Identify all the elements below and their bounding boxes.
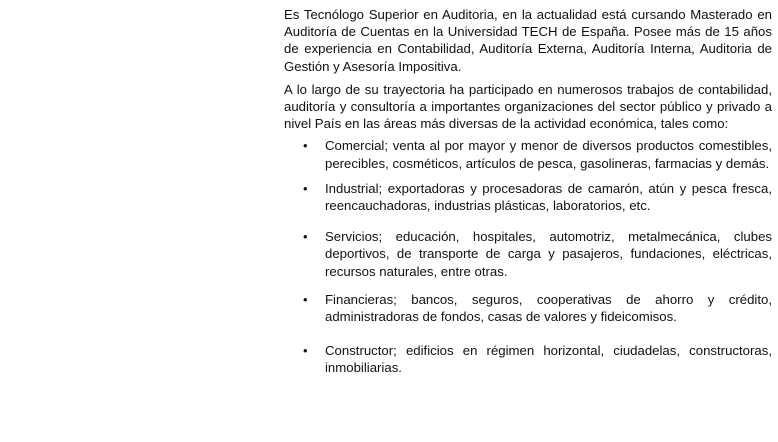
list-item-constructor [284,342,772,376]
bullet-icon: • [303,343,308,359]
paragraph-profile: Es Tecnólogo Superior en Auditoria, en la actualidad está cursando Masterado en Auditoría de Cuentas en la Universidad TECH de España. Posee más de 15 años de experiencia en Contabilidad, Auditoría Externa, Auditoría Interna, Auditoria de Gestión y Asesoría Impositiva. [284,7,772,74]
bullet-icon: • [303,291,308,307]
bullet-icon: • [303,138,308,154]
list-item-servicios [284,228,772,280]
list-item-financieras [284,291,772,325]
bullet-icon: • [303,229,308,245]
sector-list [284,137,772,376]
list-item-text: Servicios; educación, hospitales, automotriz, metalmecánica, clubes deportivos, de transporte de carga y pasajeros, fundaciones, eléctricas, recursos naturales, entre otras. [325,229,772,279]
list-item-text: Financieras; bancos, seguros, cooperativas de ahorro y crédito, administradoras de fondos, casas de valores y fideicomisos. [325,291,772,325]
bullet-icon: • [303,180,308,196]
list-item-industrial [284,180,772,214]
list-item-text: Constructor; edificios en régimen horizontal, ciudadelas, constructoras, inmobiliarias. [325,343,772,376]
document-body [284,6,772,377]
list-item-comercial [284,137,772,171]
list-item-text: Industrial; exportadoras y procesadoras de camarón, atún y pesca fresca, reencauchadoras, industrias plásticas, laboratorios, etc. [325,180,772,214]
paragraph-trajectory: A lo largo de su trayectoria ha participado en numerosos trabajos de contabilidad, auditoría y consultoría a importantes organizaciones del sector público y privado a nivel País en las áreas más diversas de la actividad económica, tales como: [284,81,772,132]
list-item-text: Comercial; venta al por mayor y menor de diversos productos comestibles, perecibles, cosméticos, artículos de pesca, gasolineras, farmacias y demás. [325,138,772,171]
